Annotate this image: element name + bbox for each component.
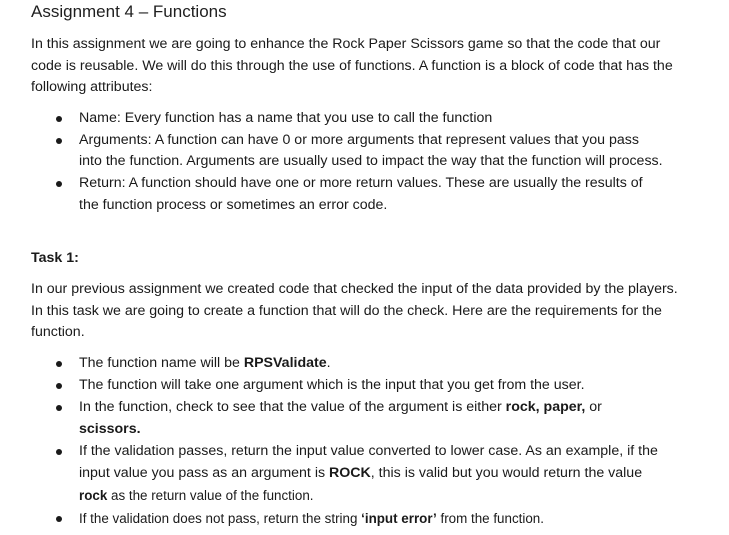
attribute-name-text: Name: Every function has a name that you use to call the function: [79, 110, 493, 126]
bullet-icon: [56, 383, 62, 389]
function-name-bold: RPSValidate: [243, 355, 327, 371]
example-input-bold: ROCK: [329, 465, 371, 482]
bullet-icon: [56, 449, 62, 455]
intro-paragraph: In this assignment we are going to enhance the Rock Paper Scissors game so that the code that our code is reusable. We will do this through the use of functions. A function is a block of code that has the following attributes:: [31, 36, 673, 96]
list-item: [0, 375, 664, 397]
req-text: The function name will be: [79, 355, 244, 371]
attribute-arguments-text: Arguments: A function can have 0 or more arguments that represent values that you pass into the function. Arguments are usually used to impact the way that the function will process.: [79, 131, 663, 170]
req-text: If the validation does not pass, return the string: [79, 510, 362, 526]
task-intro-paragraph: In our previous assignment we created code that checked the input of the data provided by the players. In this task we are going to create a function that will do the check. Here are the requirements for the function.: [31, 281, 678, 341]
req-text: The function will take one argument which is the input that you get from the user.: [79, 377, 585, 394]
req-text: If the validation passes, return the input value converted to lower case. As an example, if the input value you pass as an argument is: [79, 443, 658, 482]
req-text: as the return value of the function.: [107, 487, 314, 503]
valid-values-bold: scissors.: [79, 421, 141, 438]
list-item: [0, 508, 664, 530]
list-item: [0, 130, 664, 173]
list-item: [0, 397, 664, 440]
bullet-icon: [56, 405, 62, 411]
attributes-list: [0, 108, 729, 217]
bullet-icon: [56, 116, 62, 122]
error-string-bold: ‘input error’: [361, 510, 437, 526]
req-text: , this is valid but you would return the value: [370, 465, 643, 482]
page-title: Assignment 4 – Functions: [31, 2, 227, 21]
attribute-return-text: Return: A function should have one or more return values. These are usually the results of the function process or sometimes an error code.: [79, 175, 643, 213]
example-output-bold: rock: [79, 487, 108, 503]
req-text: .: [326, 355, 331, 371]
req-text: In the function, check to see that the value of the argument is either: [79, 399, 506, 416]
list-item: [0, 173, 664, 216]
req-text: or: [585, 399, 602, 416]
list-item: [0, 353, 664, 375]
req-text: from the function.: [436, 510, 544, 526]
bullet-icon: [56, 361, 62, 367]
requirements-list: [0, 353, 729, 530]
list-item: [0, 441, 664, 507]
bullet-icon: [56, 516, 62, 522]
valid-values-bold: rock, paper,: [505, 399, 586, 416]
bullet-icon: [56, 138, 62, 144]
task-heading: Task 1:: [31, 250, 79, 266]
list-item: [0, 108, 664, 130]
bullet-icon: [56, 181, 62, 187]
